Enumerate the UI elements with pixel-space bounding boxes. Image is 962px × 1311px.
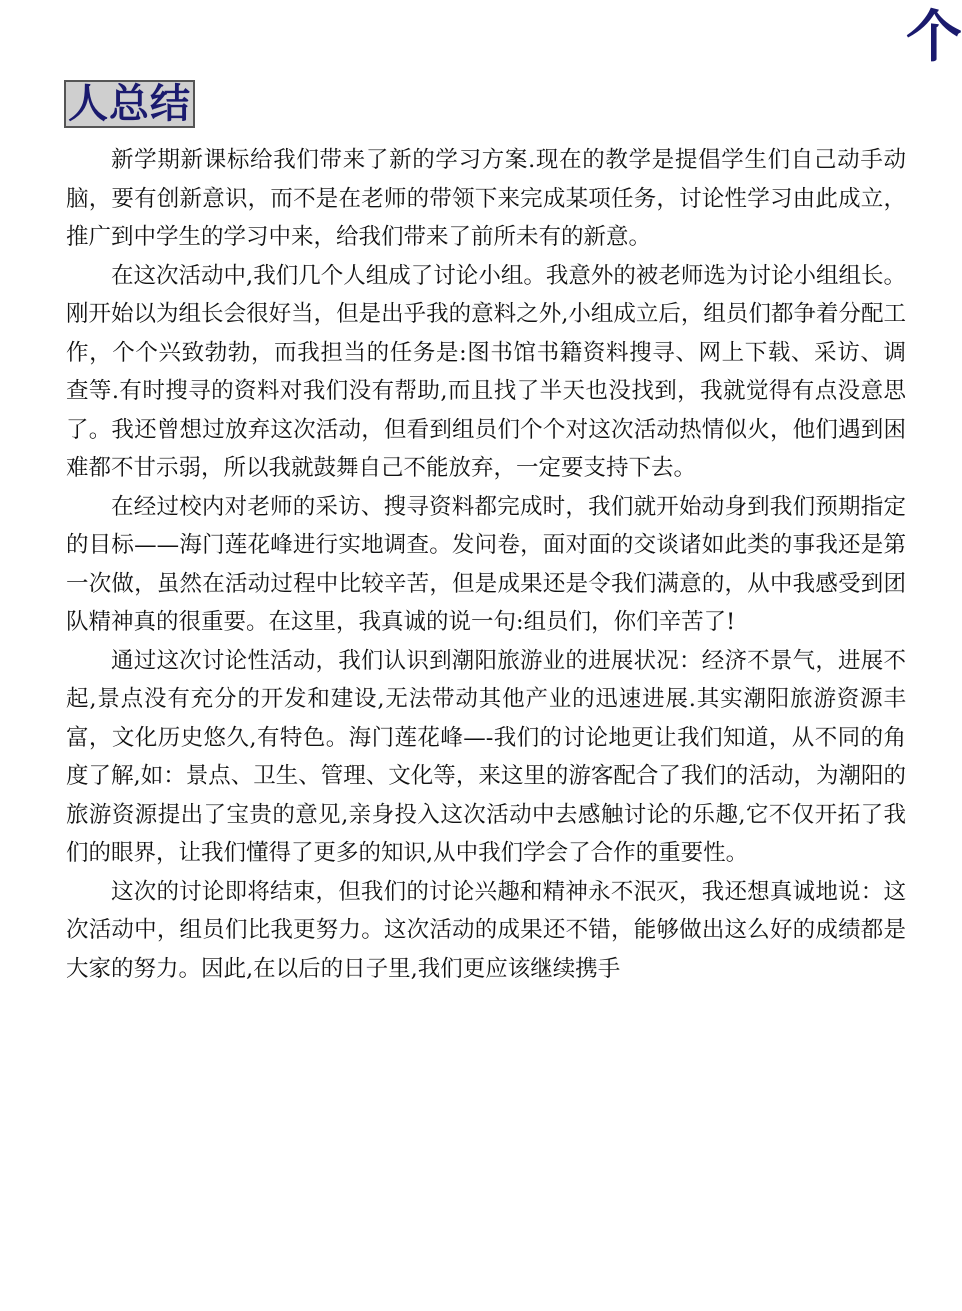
paragraph-1: 新学期新课标给我们带来了新的学习方案.现在的教学是提倡学生们自己动手动脑，要有创新意识，而不是在老师的带领下来完成某项任务，讨论性学习由此成立，推广到中学生的学习中来，给我们带来了前所未有的新意。 (66, 147, 906, 250)
page-title: 人总结 (64, 80, 195, 128)
document-body (66, 141, 906, 988)
paragraph-2: 在这次活动中,我们几个人组成了讨论小组。我意外的被老师选为讨论小组组长。刚开始以为组长会很好当，但是出乎我的意料之外,小组成立后，组员们都争着分配工作，个个兴致勃勃，而我担当的任务是:图书馆书籍资料搜寻、网上下载、采访、调查等.有时搜寻的资料对我们没有帮助,而且找了半天也没找到，我就觉得有点没意思了。我还曾想过放弃这次活动，但看到组员们个个对这次活动热情似火，他们遇到困难都不甘示弱，所以我就鼓舞自己不能放弃，一定要支持下去。 (66, 262, 906, 481)
page-corner-character: 个 (906, 5, 962, 70)
paragraph-3: 在经过校内对老师的采访、搜寻资料都完成时，我们就开始动身到我们预期指定的目标——海门莲花峰进行实地调查。发问卷，面对面的交谈诸如此类的事我还是第一次做，虽然在活动过程中比较辛苦，但是成果还是令我们满意的，从中我感受到团队精神真的很重要。在这里，我真诚的说一句:组员们，你们辛苦了! (66, 493, 906, 635)
paragraph-4: 通过这次讨论性活动，我们认识到潮阳旅游业的进展状况：经济不景气，进展不起,景点没有充分的开发和建设,无法带动其他产业的迅速进展.其实潮阳旅游资源丰富，文化历史悠久,有特色。海门莲花峰—-我们的讨论地更让我们知道，从不同的角度了解,如：景点、卫生、管理、文化等，来这里的游客配合了我们的活动，为潮阳的旅游资源提出了宝贵的意见,亲身投入这次活动中去感触讨论的乐趣,它不仅开拓了我们的眼界，让我们懂得了更多的知识,从中我们学会了合作的重要性。 (66, 647, 906, 866)
paragraph-5: 这次的讨论即将结束，但我们的讨论兴趣和精神永不泯灭，我还想真诚地说：这次活动中，组员们比我更努力。这次活动的成果还不错，能够做出这么好的成绩都是大家的努力。因此,在以后的日子里,我们更应该继续携手 (66, 878, 906, 982)
